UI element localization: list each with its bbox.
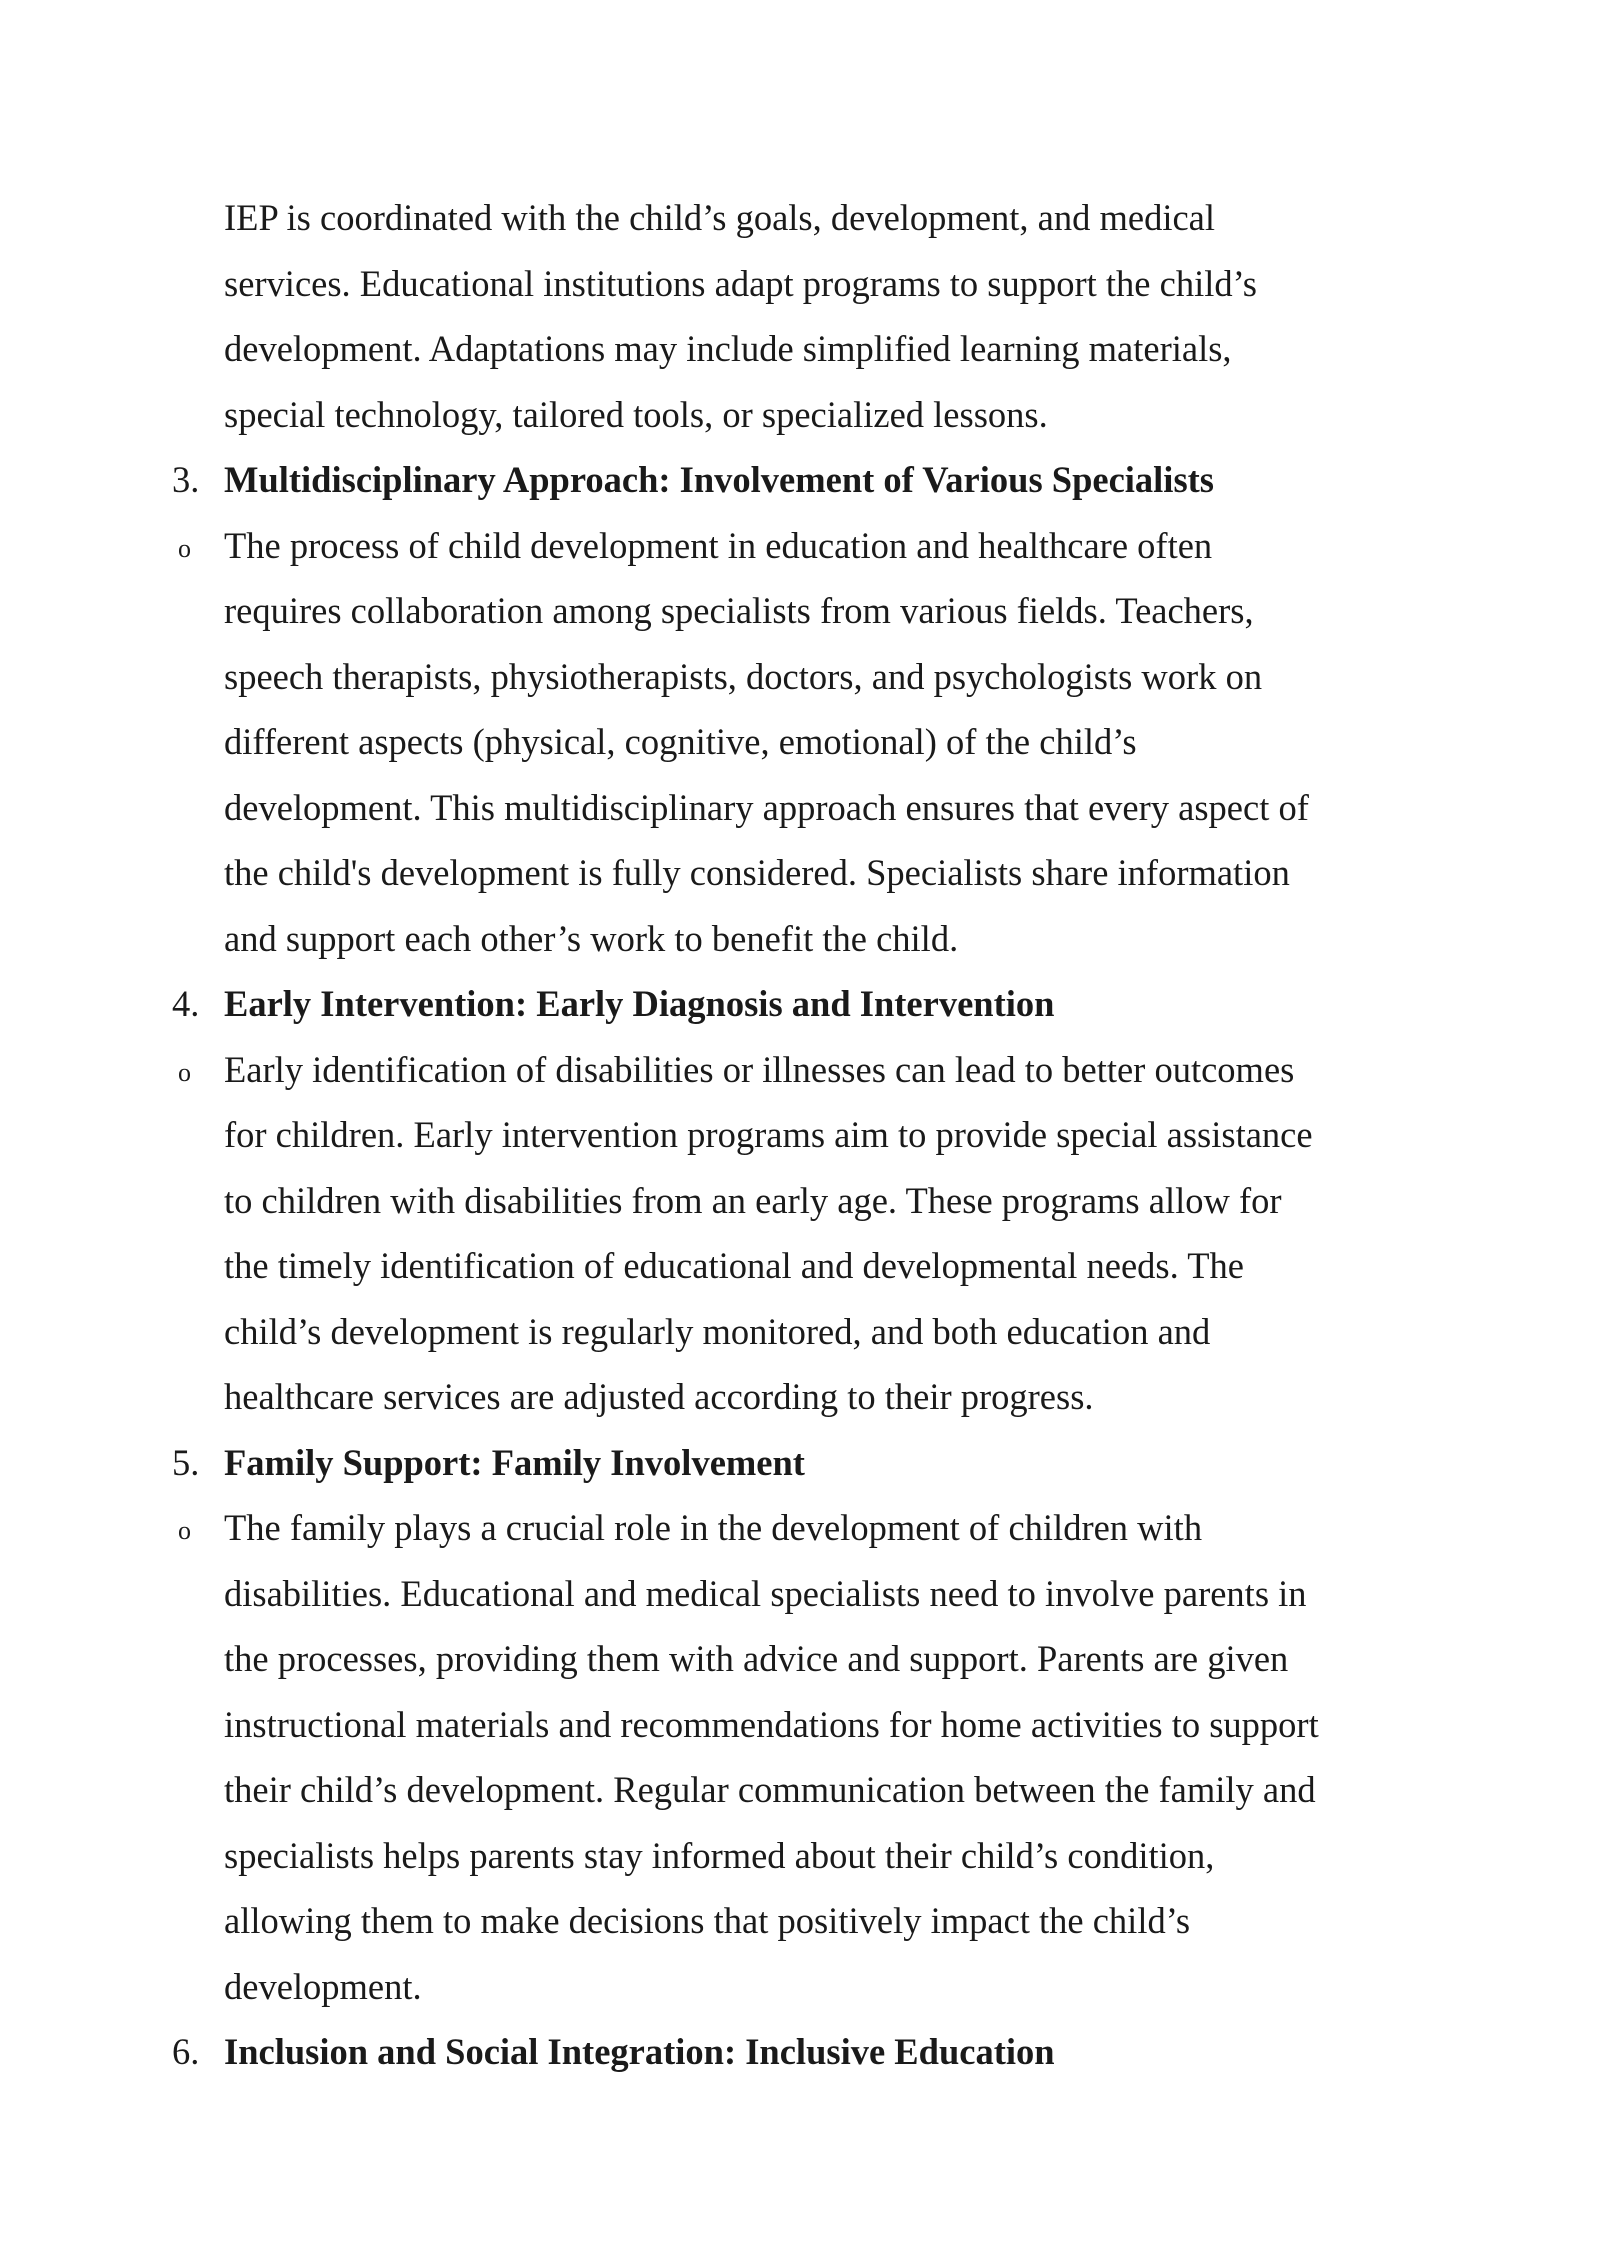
- paragraph-line: to children with disabilities from an early age. These programs allow for: [224, 1179, 1282, 1221]
- paragraph-line: for children. Early intervention programs aim to provide special assistance: [224, 1114, 1313, 1155]
- paragraph-line: specialists helps parents stay informed about their child’s condition,: [224, 1834, 1215, 1876]
- paragraph-line: disabilities. Educational and medical specialists need to involve parents in: [224, 1572, 1307, 1614]
- bullet-icon: o: [178, 1516, 191, 1545]
- heading-text: Early Intervention: Early Diagnosis and Intervention: [224, 983, 1055, 1024]
- bullet-paragraph-early-intervention: [178, 1037, 1384, 1430]
- paragraph-line: different aspects (physical, cognitive, emotional) of the child’s: [224, 721, 1137, 762]
- intro-line: services. Educational institutions adapt programs to support the child’s: [224, 262, 1257, 304]
- paragraph-line: child’s development is regularly monitored, and both education and: [224, 1310, 1211, 1352]
- paragraph-line: development.: [224, 1965, 422, 2007]
- bullet-icon: o: [178, 533, 191, 563]
- section-heading-early-intervention: [172, 971, 1384, 1037]
- paragraph-line: and support each other’s work to benefit the child.: [224, 917, 959, 959]
- section-heading-family-support: [172, 1430, 1384, 1496]
- bullet-paragraph-family-support: [178, 1495, 1384, 2019]
- heading-text: Inclusion and Social Integration: Inclusive Education: [224, 2031, 1055, 2072]
- paragraph-line: the processes, providing them with advice and support. Parents are given: [224, 1638, 1289, 1679]
- list-number: 3.: [172, 459, 200, 500]
- intro-line: special technology, tailored tools, or specialized lessons.: [224, 393, 1048, 435]
- section-heading-inclusion: [172, 2019, 1384, 2085]
- paragraph-line: The family plays a crucial role in the development of children with: [224, 1507, 1203, 1548]
- list-number: 5.: [172, 1441, 200, 1483]
- paragraph-line: healthcare services are adjusted according to their progress.: [224, 1376, 1094, 1417]
- paragraph-line: development. This multidisciplinary approach ensures that every aspect of: [224, 786, 1309, 828]
- paragraph-line: instructional materials and recommendations for home activities to support: [224, 1703, 1319, 1745]
- paragraph-line: Early identification of disabilities or illnesses can lead to better outcomes: [224, 1048, 1295, 1090]
- paragraph-line: requires collaboration among specialists from various fields. Teachers,: [224, 590, 1254, 631]
- paragraph-line: the timely identification of educational and developmental needs. The: [224, 1245, 1244, 1286]
- list-number: 4.: [172, 983, 200, 1024]
- paragraph-line: the child's development is fully considered. Specialists share information: [224, 852, 1290, 893]
- paragraph-line: their child’s development. Regular communication between the family and: [224, 1769, 1316, 1810]
- intro-line: development. Adaptations may include simplified learning materials,: [224, 328, 1232, 369]
- heading-text: Family Support: Family Involvement: [224, 1441, 805, 1483]
- paragraph-line: The process of child development in education and healthcare often: [224, 524, 1213, 566]
- bullet-icon: o: [178, 1057, 191, 1087]
- paragraph-line: allowing them to make decisions that positively impact the child’s: [224, 1900, 1191, 1941]
- document-body: [172, 185, 1384, 2085]
- list-number: 6.: [172, 2031, 200, 2072]
- paragraph-line: speech therapists, physiotherapists, doctors, and psychologists work on: [224, 655, 1263, 697]
- intro-paragraph: [224, 185, 1384, 447]
- intro-line: IEP is coordinated with the child’s goals, development, and medical: [224, 197, 1216, 238]
- section-heading-multidisciplinary: [172, 447, 1384, 513]
- heading-text: Multidisciplinary Approach: Involvement of Various Specialists: [224, 459, 1215, 500]
- bullet-paragraph-multidisciplinary: [178, 513, 1384, 972]
